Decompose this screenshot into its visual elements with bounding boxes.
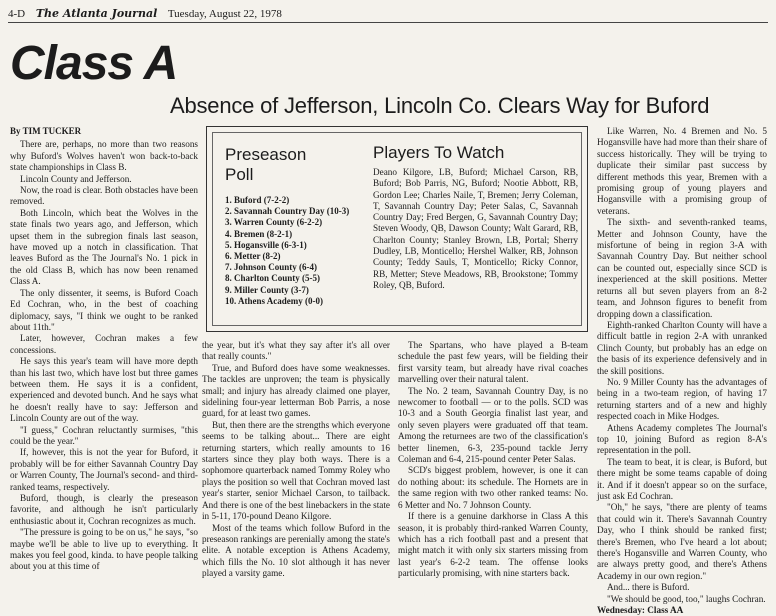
article-column-3 xyxy=(398,340,588,580)
poll-item: 4. Bremen (8-2-1) xyxy=(225,228,293,239)
paragraph: Now, the road is clear. Both obstacles have been removed. xyxy=(10,185,198,207)
paragraph: The Spartans, who have played a B-team schedule the past few years, will be fielding their first varsity team, but already have rival coaches marvelling over their natural talent. xyxy=(398,340,588,385)
paragraph: No. 9 Miller County has the advantages of being in a two-team region, of having 17 returning starters and of a new and highly respected coach in Mike Hodges. xyxy=(597,376,767,422)
paragraph: If there is a genuine darkhorse in Class A this season, it is probably third-ranked Warren County, which has a rich football past and a present that might match it with only six starters missing from last year's 6-2-2 team. The offense looks particularly promising, with nine starters back. xyxy=(398,511,588,579)
paragraph: There are, perhaps, no more than two reasons why Buford's Wolves haven't won back-to-back state championships in Class B. xyxy=(10,139,198,173)
paragraph: Later, however, Cochran makes a few concessions. xyxy=(10,333,198,355)
paragraph: The No. 2 team, Savannah Country Day, is no newcomer to football — or to the polls. SCD was 10-3 and a South Georgia finalist last year, and only seven players were graduated off that team. Among the returnees are two of the classification's better linemen, 6-3, 235-pound tackle Jerry Coleman and 6-4, 215-pound center Peter Salas. xyxy=(398,385,588,465)
poll-item: 1. Buford (7-2-2) xyxy=(225,195,290,205)
poll-item: 10. Athens Academy (0-0) xyxy=(225,295,323,306)
poll-item: 8. Charlton County (5-5) xyxy=(225,273,321,284)
paragraph: Athens Academy completes The Journal's top 10, joining Buford as region 8-A's representation in the poll. xyxy=(597,422,767,456)
section-title: Class A xyxy=(10,37,178,90)
paragraph: Most of the teams which follow Buford in the preseason rankings are perenially among the state's elite. A notable exception is Athens Academy, which fills the No. 10 slot although it has never played a varsity game. xyxy=(202,522,390,579)
paragraph: The only dissenter, it seems, is Buford Coach Ed Cochran, who, in the best of coaching diplomacy, says, "I think we ought to be ranked about 11th." xyxy=(10,287,198,332)
paragraph: "The pressure is going to be on us," he says, "so maybe we'll be able to live up to everything. It makes you feel good, kinda. to have people talking about you at this time of xyxy=(10,527,198,572)
poll-title xyxy=(225,145,306,185)
paragraph: True, and Buford does have some weaknesses. The tackles are unproven; the team is physically small; and injury has already claimed one player, sidelining four-year letterman Bob Parris, a nose guard, for at least two games. xyxy=(202,362,390,419)
page-number: 4-D xyxy=(8,8,26,20)
article-column-4 xyxy=(597,126,767,616)
poll-item: 6. Metter (8-2) xyxy=(225,251,281,262)
paragraph: Buford, though, is clearly the preseason favorite, and although he isn't particularly enthusiastic about it, Cochran recognizes as much. xyxy=(10,493,198,526)
poll-list xyxy=(225,195,355,307)
illegible-bottom-headline xyxy=(8,576,768,600)
masthead-rule xyxy=(8,22,768,23)
masthead xyxy=(8,6,768,22)
paragraph: Both Lincoln, which beat the Wolves in the state finals two years ago, and Jefferson, which upset them in the subregion finals last season, have moved up a notch in classification. That leaves Buford as the The Journal's No. 1 pick in the old Class B, which has now been renamed Class A. xyxy=(10,207,198,287)
paragraph: SCD's biggest problem, however, is one it can do nothing about: its schedule. The Hornets are in the same region with two other ranked teams: No. 6 Metter and No. 7 Johnson County. xyxy=(398,465,588,510)
poll-item: 5. Hogansville (6-3-1) xyxy=(225,239,307,250)
poll-title-line: Poll xyxy=(225,165,254,184)
paragraph: the year, but it's what they say after it's all over that really counts." xyxy=(202,340,390,362)
paragraph: The team to beat, it is clear, is Buford, but there might be some teams capable of doing it. And if it doesn't appear so on the surface, just ask Ed Cochran. xyxy=(597,456,767,501)
poll-item: 3. Warren County (6-2-2) xyxy=(225,217,323,228)
paragraph: Eighth-ranked Charlton County will have a difficult battle in region 2-A with unranked Clinch County, but probably has an edge on the basis of its experience defensively and in the skill positions. xyxy=(597,319,767,376)
paragraph: "I guess," Cochran reluctantly surmises, "this could be the year." xyxy=(10,424,198,446)
sidebar-box xyxy=(206,126,588,332)
paragraph: And... there is Buford. xyxy=(607,582,690,593)
issue-date: Tuesday, August 22, 1978 xyxy=(167,8,282,20)
poll-title-line: Preseason xyxy=(225,145,307,164)
paragraph: "Oh," he says, "there are plenty of teams that could win it. There's Savannah Country Day, who I think should be ranked first; there's Bremen, who I've heard a lot about; there's Hogansville and Warren County, who are always pretty good, and there's Athens Academy in our own region." xyxy=(597,502,767,581)
paragraph: "We should be good, too," laughs Cochran. xyxy=(607,593,766,604)
players-text: Deano Kilgore, LB, Buford; Michael Carson, RB, Buford; Bob Parris, NG, Buford; Nootie Abbott, RB, Gordon Lee; Charles Naile, T, Bremen; Jerry Coleman, T, Savannah Country Day; Peter Salas, C, Savannah Country Day; Fred Bergen, G, Savannah Country Day; Steven Woody, QB, Dawson County; Walt Garard, RB, Charlton County; Stanley Brown, LB, Portal; Sherry Dudley, LB, Monticello; Hershel Walker, RB, Johnson County; Teddy Sauls, T, Monticello; Ricky Connor, RB, Metter; Steve Meadows, RB, Brookstone; Tommy Roley, QB, Buford. xyxy=(373,167,578,290)
sidebar-box-inner xyxy=(212,132,582,326)
paragraph: Like Warren, No. 4 Bremen and No. 5 Hogansville have had more than their share of success historically. They will be trying to duplicate their similar past success by different methods this year, Bremen with a promising group of young players and Hogansville with a promising group of veterans. xyxy=(597,126,767,216)
paragraph: But, then there are the strengths which everyone seems to be talking about... There are eight returning starters, which really amounts to 16 starters since they play both ways. There is a sophomore quarterback named Tommy Roley who plays the position so well that Cochran moved last year's starter, senior Michael Carson, to tailback. And there is one of the best linebackers in the state in 5-11, 170-pound Deano Kilgore. xyxy=(202,419,390,522)
headline: Absence of Jefferson, Lincoln Co. Clears Way for Buford xyxy=(170,93,710,118)
poll-item: 7. Johnson County (6-4) xyxy=(225,262,318,273)
players-title: Players To Watch xyxy=(373,143,505,162)
paragraph: Lincoln County and Jefferson. xyxy=(20,173,132,184)
paragraph: The sixth- and seventh-ranked teams, Metter and Johnson County, have the misfortune of being in region 3-A with Savannah Country Day. But neither school can be counted out, especially since SCD is inexperienced at the skill positions. Metter returns all but seven players from an 8-2 team, and Johnson figures to benefit from dropping down a classification. xyxy=(597,217,767,319)
next-issue-note: Wednesday: Class AA xyxy=(597,605,684,616)
article-column-2 xyxy=(202,340,390,580)
article-column-1 xyxy=(10,126,198,573)
poll-item: 9. Miller County (3-7) xyxy=(225,284,309,295)
paragraph: He says this year's team will have more depth than his last two, which have lost but three games between them. He says it is a confident, experienced and devoted bunch. And he says what he doesn't really have to say: Jefferson and Lincoln County are out of the way. xyxy=(10,356,198,424)
poll-item: 2. Savannah Country Day (10-3) xyxy=(225,206,350,217)
byline: By TIM TUCKER xyxy=(10,126,82,136)
newspaper-name: The Atlanta Journal xyxy=(35,7,158,20)
paragraph: If, however, this is not the year for Buford, it probably will be for either Savannah Country Day or Warren County, The Journal's second- and third-ranked teams, respectively. xyxy=(10,447,198,492)
